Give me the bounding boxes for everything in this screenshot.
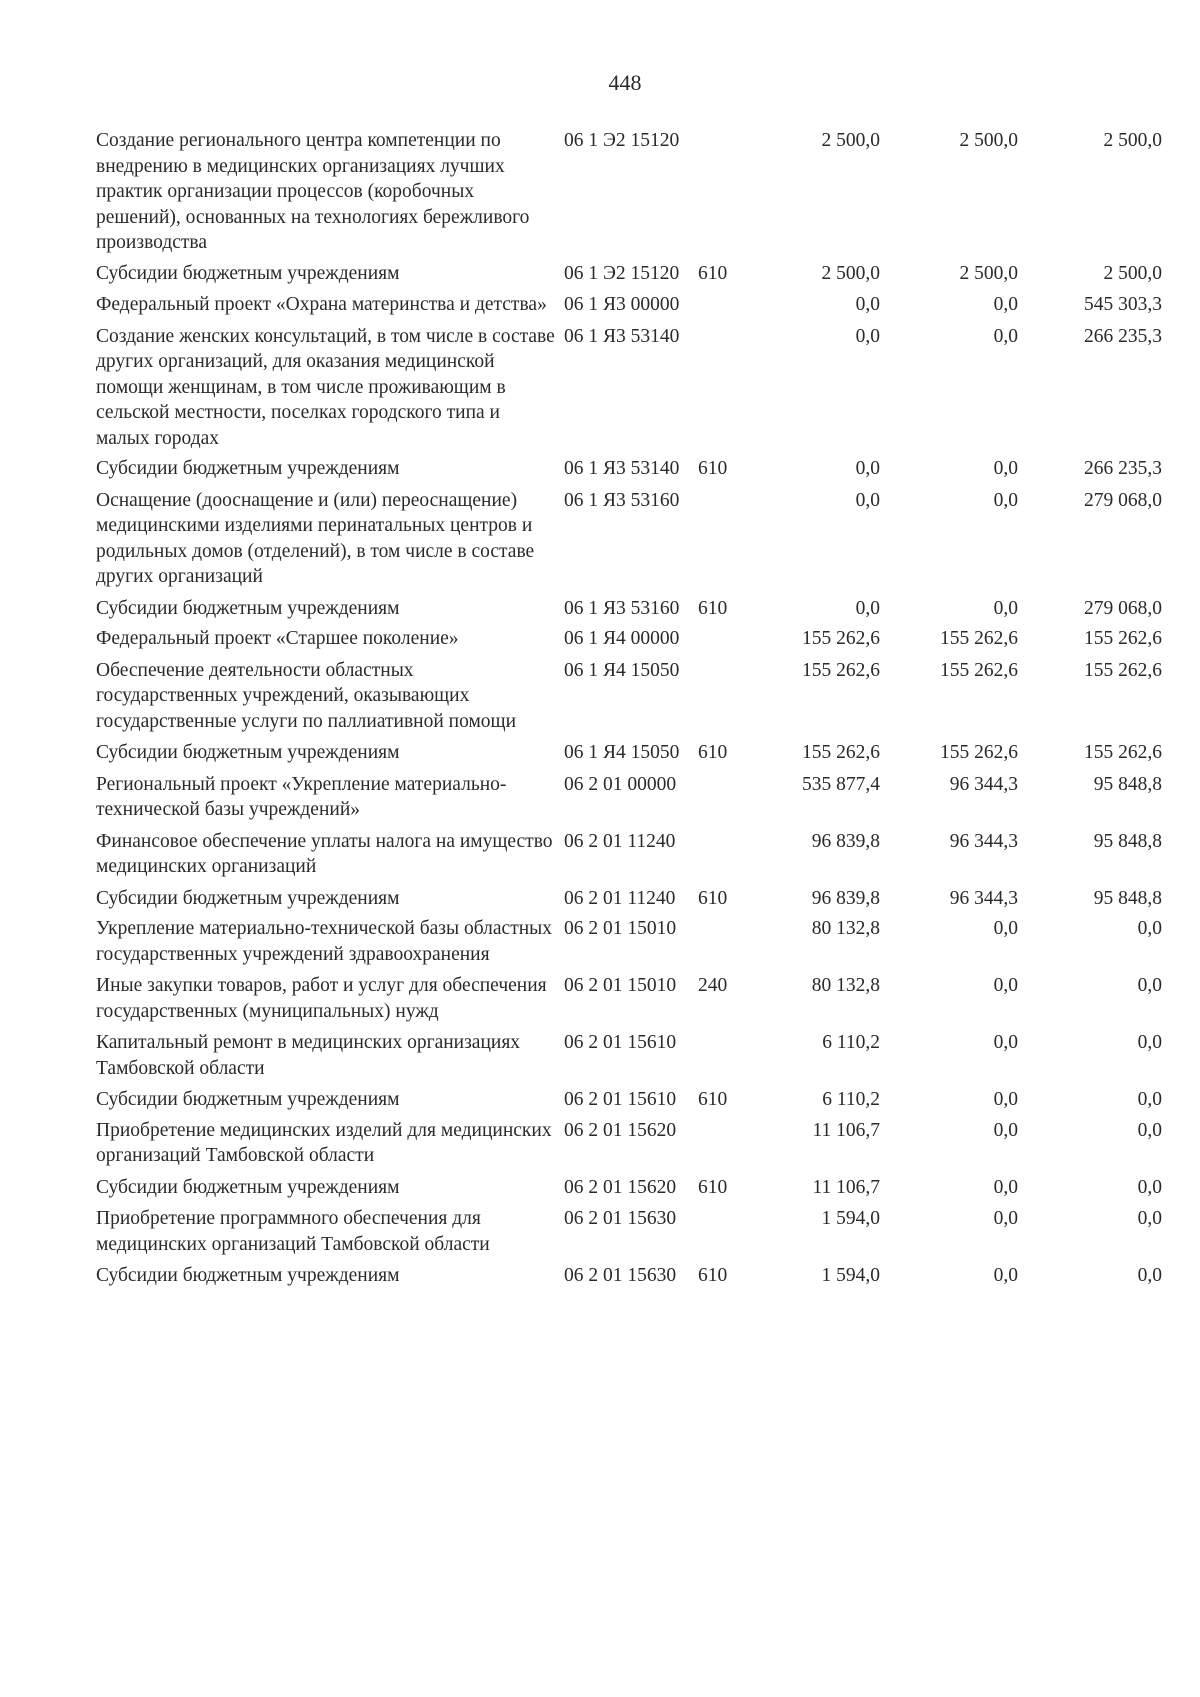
row-expense-type: 610: [698, 597, 728, 619]
row-value-2: 0,0: [993, 1265, 1018, 1286]
row-name: Финансовое обеспечение уплаты налога на имущество медицинских организаций: [96, 830, 553, 877]
row-expense-type: 610: [698, 458, 728, 479]
budget-table: [96, 128, 1176, 1289]
table-row: [96, 596, 1176, 622]
row-name: Приобретение медицинских изделий для медицинских организаций Тамбовской области: [96, 1119, 552, 1166]
row-value-3: 2 500,0: [1103, 130, 1162, 151]
row-value-3: 0,0: [1137, 918, 1162, 939]
row-code: 06 1 Я4 15050: [564, 659, 680, 681]
row-value-2: 96 344,3: [949, 830, 1018, 852]
row-value-1: 0,0: [855, 489, 880, 511]
row-name: Капитальный ремонт в медицинских организациях Тамбовской области: [96, 1032, 521, 1079]
row-name: Федеральный проект «Охрана материнства и детства»: [96, 294, 547, 315]
row-value-2: 155 262,6: [940, 628, 1018, 649]
row-code: 06 1 Я3 53160: [564, 489, 680, 511]
table-row: [96, 973, 1176, 1024]
table-row: [96, 740, 1176, 766]
row-value-3: 95 848,8: [1093, 773, 1162, 795]
row-code: 06 2 01 15610: [564, 1032, 677, 1053]
row-name: Субсидии бюджетным учреждениям: [96, 1089, 400, 1110]
row-value-2: 155 262,6: [940, 659, 1018, 681]
row-value-1: 6 110,2: [822, 1032, 880, 1053]
row-value-2: 0,0: [993, 918, 1018, 939]
row-value-2: 155 262,6: [940, 742, 1018, 763]
row-value-1: 96 839,8: [811, 887, 880, 909]
row-value-2: 2 500,0: [959, 130, 1018, 151]
row-value-3: 0,0: [1137, 1032, 1162, 1053]
row-value-3: 2 500,0: [1103, 262, 1162, 284]
row-value-2: 0,0: [993, 325, 1018, 347]
row-value-3: 0,0: [1137, 1208, 1162, 1229]
row-code: 06 2 01 11240: [564, 830, 676, 852]
table-row: [96, 128, 1176, 256]
row-value-1: 155 262,6: [802, 742, 880, 763]
row-code: 06 2 01 15630: [564, 1208, 677, 1229]
row-name: Федеральный проект «Старшее поколение»: [96, 628, 459, 649]
table-row: [96, 1206, 1176, 1257]
row-value-1: 11 106,7: [812, 1176, 880, 1198]
row-code: 06 1 Я4 00000: [564, 628, 680, 649]
row-value-1: 155 262,6: [802, 628, 880, 649]
table-row: [96, 292, 1176, 318]
row-expense-type: 610: [698, 1089, 728, 1110]
row-value-2: 0,0: [993, 1089, 1018, 1110]
row-code: 06 1 Я3 53140: [564, 458, 680, 479]
row-code: 06 1 Э2 15120: [564, 262, 680, 284]
table-row: [96, 1030, 1176, 1081]
row-value-3: 266 235,3: [1084, 458, 1162, 479]
row-value-1: 535 877,4: [802, 773, 880, 795]
row-value-1: 1 594,0: [821, 1208, 880, 1229]
row-value-3: 266 235,3: [1084, 325, 1162, 347]
row-value-1: 0,0: [855, 294, 880, 315]
row-name: Укрепление материально-технической базы областных государственных учреждений здравоохранения: [96, 918, 553, 965]
table-row: [96, 1263, 1176, 1289]
row-value-3: 279 068,0: [1084, 489, 1162, 511]
row-name: Обеспечение деятельности областных государственных учреждений, оказывающих государственные услуги по паллиативной помощи: [96, 659, 517, 732]
row-value-3: 0,0: [1137, 1265, 1162, 1286]
row-value-3: 0,0: [1137, 1176, 1162, 1198]
row-value-1: 2 500,0: [821, 130, 880, 151]
row-value-1: 0,0: [855, 458, 880, 479]
row-value-3: 155 262,6: [1084, 742, 1162, 763]
row-code: 06 2 01 15620: [564, 1119, 677, 1141]
row-code: 06 2 01 15010: [564, 975, 677, 996]
table-row: [96, 886, 1176, 912]
row-value-1: 0,0: [855, 325, 880, 347]
row-code: 06 1 Я3 53140: [564, 325, 680, 347]
row-name: Создание регионального центра компетенции по внедрению в медицинских организациях лучших практик организации процессов (коробочных решений), основанных на технологиях бережливого производства: [96, 130, 530, 253]
row-name: Субсидии бюджетным учреждениям: [96, 458, 400, 479]
row-value-2: 0,0: [993, 1176, 1018, 1198]
row-value-3: 155 262,6: [1084, 659, 1162, 681]
table-row: [96, 626, 1176, 652]
row-code: 06 2 01 15610: [564, 1089, 677, 1110]
row-value-2: 96 344,3: [949, 887, 1018, 909]
row-value-1: 80 132,8: [811, 975, 880, 996]
row-code: 06 2 01 15010: [564, 918, 677, 939]
row-name: Региональный проект «Укрепление материально-технической базы учреждений»: [96, 773, 507, 820]
row-value-2: 0,0: [993, 597, 1018, 619]
row-code: 06 2 01 15620: [564, 1176, 677, 1198]
table-row: [96, 261, 1176, 287]
table-row: [96, 1087, 1176, 1113]
table-row: [96, 1175, 1176, 1201]
table-row: [96, 772, 1176, 823]
row-name: Субсидии бюджетным учреждениям: [96, 1265, 400, 1286]
row-value-1: 96 839,8: [811, 830, 880, 852]
row-value-3: 95 848,8: [1093, 887, 1162, 909]
table-row: [96, 829, 1176, 880]
row-code: 06 1 Я4 15050: [564, 742, 680, 763]
table-row: [96, 1118, 1176, 1169]
row-name: Создание женских консультаций, в том числе в составе других организаций, для оказания медицинской помощи женщинам, в том числе проживающим в сельской местности, поселках городского типа и малых городах: [96, 325, 555, 449]
row-value-1: 0,0: [855, 597, 880, 619]
row-value-3: 545 303,3: [1084, 294, 1162, 315]
table-row: [96, 488, 1176, 590]
row-value-1: 1 594,0: [821, 1265, 880, 1286]
row-value-2: 0,0: [993, 1032, 1018, 1053]
row-expense-type: 610: [698, 742, 728, 763]
row-name: Субсидии бюджетным учреждениям: [96, 597, 400, 619]
row-value-2: 0,0: [993, 489, 1018, 511]
row-value-3: 0,0: [1137, 1119, 1162, 1141]
row-name: Субсидии бюджетным учреждениям: [96, 742, 400, 763]
row-name: Субсидии бюджетным учреждениям: [96, 262, 400, 284]
row-expense-type: 240: [698, 975, 728, 996]
row-value-2: 0,0: [993, 975, 1018, 996]
row-value-3: 155 262,6: [1084, 628, 1162, 649]
row-value-2: 2 500,0: [959, 262, 1018, 284]
row-code: 06 2 01 15630: [564, 1265, 677, 1286]
row-name: Приобретение программного обеспечения для медицинских организаций Тамбовской области: [96, 1208, 490, 1255]
row-name: Субсидии бюджетным учреждениям: [96, 887, 400, 909]
row-value-3: 95 848,8: [1093, 830, 1162, 852]
table-row: [96, 658, 1176, 735]
row-expense-type: 610: [698, 1176, 728, 1198]
row-value-1: 11 106,7: [812, 1119, 880, 1141]
row-code: 06 2 01 00000: [564, 773, 677, 795]
row-code: 06 1 Я3 53160: [564, 597, 680, 619]
table-row: [96, 324, 1176, 452]
row-name: Субсидии бюджетным учреждениям: [96, 1176, 400, 1198]
row-value-2: 0,0: [993, 1119, 1018, 1141]
row-expense-type: 610: [698, 262, 728, 284]
row-expense-type: 610: [698, 1265, 728, 1286]
row-value-1: 6 110,2: [822, 1089, 880, 1110]
row-name: Оснащение (дооснащение и (или) переоснащение) медицинскими изделиями перинатальных центров и родильных домов (отделений), в том числе в составе других организаций: [96, 489, 535, 587]
row-value-1: 80 132,8: [811, 918, 880, 939]
row-value-1: 2 500,0: [821, 262, 880, 284]
row-value-3: 0,0: [1137, 975, 1162, 996]
row-value-3: 0,0: [1137, 1089, 1162, 1110]
row-expense-type: 610: [698, 887, 728, 909]
row-value-3: 279 068,0: [1084, 597, 1162, 619]
row-value-2: 96 344,3: [949, 773, 1018, 795]
row-value-2: 0,0: [993, 458, 1018, 479]
row-name: Иные закупки товаров, работ и услуг для обеспечения государственных (муниципальных) нужд: [96, 975, 547, 1022]
row-code: 06 1 Э2 15120: [564, 130, 680, 151]
row-code: 06 1 Я3 00000: [564, 294, 680, 315]
row-value-2: 0,0: [993, 294, 1018, 315]
row-value-2: 0,0: [993, 1208, 1018, 1229]
table-row: [96, 456, 1176, 482]
row-value-1: 155 262,6: [802, 659, 880, 681]
table-row: [96, 916, 1176, 967]
page-number: 448: [608, 70, 642, 95]
row-code: 06 2 01 11240: [564, 887, 676, 909]
